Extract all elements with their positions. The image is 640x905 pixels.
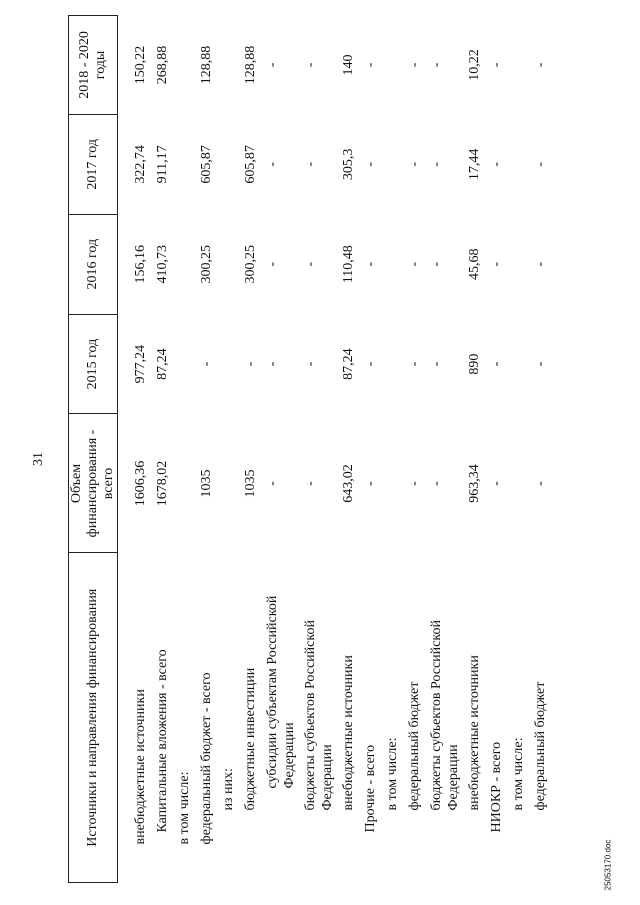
value-cell: 305,3 xyxy=(341,148,356,181)
value-cell xyxy=(384,214,406,314)
value-cell: - xyxy=(265,481,280,486)
value-cell: - xyxy=(243,361,258,367)
value-cell: 128,88 xyxy=(243,45,258,85)
value-cell: - xyxy=(407,361,422,367)
table-row xyxy=(198,16,220,883)
value-cell xyxy=(176,214,198,314)
value-cell xyxy=(510,214,532,314)
table-row xyxy=(510,16,532,883)
table-header-row xyxy=(69,16,118,883)
value-cell xyxy=(510,16,532,115)
row-label: НИОКР - всего xyxy=(489,741,504,833)
value-cell xyxy=(176,16,198,115)
row-label: субсидии субъектам Российской Федерации xyxy=(265,595,297,789)
page-number-text: 31 xyxy=(31,452,46,466)
value-cell xyxy=(220,414,242,553)
table-row xyxy=(488,16,510,883)
value-cell: - xyxy=(199,361,214,367)
value-cell: 156,16 xyxy=(133,244,148,284)
table-row xyxy=(466,16,488,883)
value-cell: 10,22 xyxy=(467,49,482,81)
value-cell xyxy=(510,314,532,414)
value-cell: - xyxy=(489,361,504,367)
value-cell: - xyxy=(533,261,548,267)
value-cell xyxy=(510,414,532,553)
value-cell: - xyxy=(303,481,318,486)
value-cell: - xyxy=(489,261,504,267)
table-spacer-row xyxy=(118,16,133,883)
value-cell: 322,74 xyxy=(133,145,148,184)
table-row xyxy=(532,16,554,883)
value-cell: - xyxy=(533,161,548,167)
value-cell: 150,22 xyxy=(133,45,148,85)
row-label: внебюджетные источники xyxy=(341,655,356,811)
row-label: федеральный бюджет xyxy=(533,681,548,811)
value-cell: - xyxy=(363,361,378,367)
value-cell: - xyxy=(303,161,318,167)
value-cell: - xyxy=(533,361,548,367)
header-sources: Источники и направления финансирования xyxy=(69,553,118,883)
table-row xyxy=(132,16,154,883)
table-row xyxy=(406,16,428,883)
value-cell xyxy=(220,16,242,115)
value-cell: 1035 xyxy=(243,469,258,498)
row-label: Прочие - всего xyxy=(363,744,378,833)
value-cell: - xyxy=(303,62,318,68)
rotated-table-content xyxy=(68,15,583,883)
table-row xyxy=(384,16,406,883)
table-row xyxy=(176,16,198,883)
header-2016: 2016 год xyxy=(69,214,118,314)
row-label: внебюджетные источники xyxy=(133,689,148,845)
value-cell: 300,25 xyxy=(199,244,214,284)
value-cell: - xyxy=(363,161,378,167)
row-label: в том числе: xyxy=(511,737,526,811)
value-cell xyxy=(176,314,198,414)
table-row xyxy=(154,16,176,883)
value-cell: - xyxy=(363,481,378,486)
value-cell: 977,24 xyxy=(133,344,148,384)
value-cell: - xyxy=(429,62,444,68)
page-number xyxy=(29,444,49,474)
value-cell: 911,17 xyxy=(155,145,170,184)
value-cell: 1678,02 xyxy=(155,460,170,507)
value-cell: 1606,36 xyxy=(133,460,148,507)
table-row xyxy=(220,16,242,883)
table-row xyxy=(242,16,264,883)
value-cell: - xyxy=(489,481,504,486)
value-cell: 1035 xyxy=(199,469,214,498)
value-cell: - xyxy=(407,161,422,167)
value-cell: - xyxy=(429,261,444,267)
value-cell: 45,68 xyxy=(467,248,482,280)
value-cell: 963,34 xyxy=(467,464,482,503)
table-row xyxy=(340,16,362,883)
value-cell xyxy=(176,114,198,214)
table-body xyxy=(118,16,555,883)
row-label: в том числе: xyxy=(177,771,192,845)
value-cell xyxy=(220,214,242,314)
header-total: Объем финансирования - всего xyxy=(69,414,118,553)
value-cell: 605,87 xyxy=(199,145,214,184)
spacer-cell xyxy=(118,16,133,883)
table-row xyxy=(264,16,302,883)
value-cell: - xyxy=(363,261,378,267)
value-cell: 17,44 xyxy=(467,148,482,181)
table-row xyxy=(362,16,384,883)
table-row xyxy=(428,16,466,883)
row-label: в том числе: xyxy=(385,737,400,811)
value-cell: - xyxy=(363,62,378,68)
value-cell: 87,24 xyxy=(155,348,170,380)
value-cell: 87,24 xyxy=(341,348,356,380)
value-cell: 268,88 xyxy=(155,45,170,85)
row-label: бюджетные инвестиции xyxy=(243,667,258,811)
value-cell: - xyxy=(303,261,318,267)
value-cell xyxy=(220,114,242,214)
value-cell xyxy=(384,314,406,414)
value-cell xyxy=(384,114,406,214)
value-cell: - xyxy=(407,261,422,267)
row-label: Капитальные вложения - всего xyxy=(155,649,170,833)
value-cell: - xyxy=(265,261,280,267)
value-cell: 300,25 xyxy=(243,244,258,284)
value-cell: - xyxy=(429,361,444,367)
value-cell: - xyxy=(407,62,422,68)
value-cell: 890 xyxy=(467,353,482,375)
row-label: из них: xyxy=(221,768,236,811)
value-cell xyxy=(510,114,532,214)
value-cell: - xyxy=(265,62,280,68)
value-cell xyxy=(384,16,406,115)
value-cell: - xyxy=(407,481,422,486)
financing-table xyxy=(68,15,554,883)
header-2018-2020: 2018 - 2020 годы xyxy=(69,16,118,115)
value-cell: 410,73 xyxy=(155,244,170,284)
value-cell: - xyxy=(265,161,280,167)
value-cell: 110,48 xyxy=(341,245,356,284)
row-label: бюджеты субъектов Российской Федерации xyxy=(429,620,461,811)
value-cell xyxy=(220,314,242,414)
header-2015: 2015 год xyxy=(69,314,118,414)
document-code-text: 25053170.doc xyxy=(603,839,613,891)
row-label: внебюджетные источники xyxy=(467,655,482,811)
value-cell: - xyxy=(303,361,318,367)
document-code xyxy=(603,835,613,895)
value-cell: - xyxy=(489,161,504,167)
row-label: федеральный бюджет xyxy=(407,681,422,811)
value-cell: - xyxy=(489,62,504,68)
value-cell xyxy=(176,414,198,553)
value-cell: - xyxy=(429,481,444,486)
row-label: бюджеты субъектов Российской Федерации xyxy=(303,620,335,811)
value-cell: - xyxy=(533,481,548,486)
table-row xyxy=(302,16,340,883)
value-cell: - xyxy=(533,62,548,68)
row-label: федеральный бюджет - всего xyxy=(199,672,214,845)
value-cell: 140 xyxy=(341,54,356,76)
value-cell: - xyxy=(429,161,444,167)
header-2017: 2017 год xyxy=(69,114,118,214)
value-cell: 643,02 xyxy=(341,464,356,503)
value-cell: 128,88 xyxy=(199,45,214,85)
rotated-table-frame xyxy=(68,15,583,883)
value-cell: 605,87 xyxy=(243,145,258,184)
value-cell xyxy=(384,414,406,553)
value-cell: - xyxy=(265,361,280,367)
